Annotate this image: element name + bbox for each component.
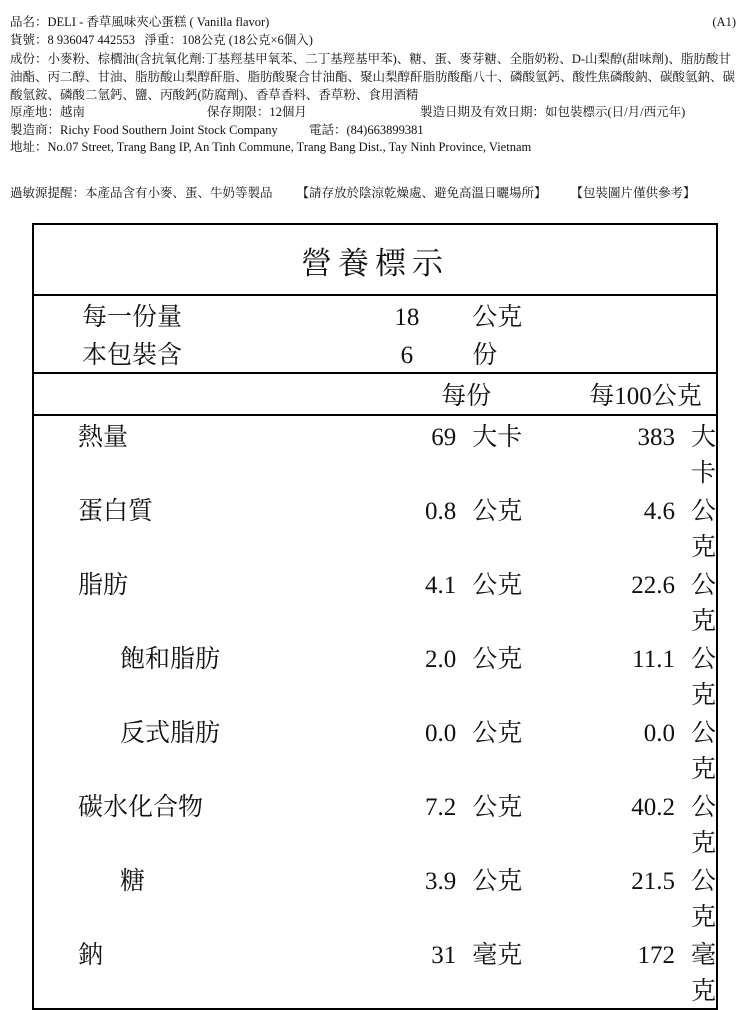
nutrient-name: 熱量 [78, 424, 129, 452]
nutrient-per-100g: 172 [637, 942, 675, 970]
nutrient-unit: 大卡 [472, 424, 523, 452]
mfgdate-group [420, 104, 685, 122]
servings-value: 6 [400, 342, 414, 370]
nutrient-unit: 毫克 [472, 942, 523, 970]
table-row [34, 712, 716, 786]
nutrient-per-100g: 4.6 [643, 498, 675, 526]
manufacturer-label: 製造商： [10, 122, 61, 137]
nutrient-name: 反式脂肪 [120, 720, 221, 748]
address-value: No.07 Street, Trang Bang IP, An Tinh Commune, Trang Bang Dist., Tay Ninh Province, Vietnam [47, 140, 532, 155]
servings-unit: 份 [472, 342, 498, 370]
nutrient-per-serving: 4.1 [424, 572, 457, 600]
phone-label: 電話： [308, 122, 347, 137]
mfgdate-label: 製造日期及有效日期： [420, 104, 546, 119]
nutrient-per-100g: 383 [637, 424, 675, 452]
notes-strip [10, 183, 740, 201]
barcode-row [10, 32, 740, 50]
netweight-label: 淨重： [144, 32, 182, 47]
nutrient-unit: 公克 [472, 720, 523, 748]
nutrient-per-100g: 11.1 [632, 646, 675, 674]
table-row [34, 564, 716, 638]
nutrient-unit: 公克 [472, 498, 523, 526]
origin-shelflife-row [10, 104, 740, 122]
nutrient-per-serving: 0.8 [424, 498, 457, 526]
product-name-label: 品名： [10, 15, 48, 29]
product-info-block [10, 14, 740, 157]
nutrient-unit-100g: 大卡 [690, 424, 716, 488]
table-row [34, 490, 716, 564]
nutrition-table [34, 296, 716, 1008]
allergy-note: 過敏源提醒：本產品含有小麥、蛋、牛奶等製品 [10, 186, 273, 201]
nutrient-unit: 公克 [472, 572, 523, 600]
nutrient-unit-100g: 公克 [690, 498, 716, 562]
nutrient-name: 蛋白質 [78, 498, 154, 526]
nutrient-name: 碳水化合物 [78, 794, 204, 822]
nutrient-per-100g: 21.5 [631, 868, 675, 896]
table-row [34, 786, 716, 860]
servings-per-pack-row [34, 334, 716, 373]
nutrient-per-serving: 31 [431, 942, 457, 970]
nutrient-per-serving: 2.0 [424, 646, 457, 674]
nutrient-unit-100g: 毫克 [690, 942, 716, 1006]
table-row [34, 415, 716, 490]
manufacturer-row [10, 122, 740, 140]
servings-spacer-1 [575, 334, 685, 373]
table-row [34, 934, 716, 1008]
nutrient-name: 飽和脂肪 [120, 646, 221, 674]
header-per-100g: 每100公克 [575, 373, 716, 415]
servings-label: 本包裝含 [82, 342, 183, 370]
nutrient-unit-100g: 公克 [690, 794, 716, 858]
column-header-row [34, 373, 716, 415]
serving-size-spacer-1 [575, 296, 685, 334]
table-row [34, 638, 716, 712]
nutrient-unit: 公克 [472, 868, 523, 896]
image-disclaimer-note: 【包裝圖片僅供參考】 [570, 186, 696, 201]
corner-code: (A1) [712, 15, 736, 29]
serving-size-spacer-2 [685, 296, 716, 334]
address-label: 地址： [10, 140, 48, 155]
serving-size-row [34, 296, 716, 334]
nutrient-unit: 公克 [472, 794, 523, 822]
shelflife-value: 12個月 [269, 104, 307, 119]
nutrient-per-100g: 40.2 [631, 794, 675, 822]
serving-size-unit: 公克 [472, 304, 523, 332]
manufacturer-value: Richy Food Southern Joint Stock Company [60, 122, 278, 137]
nutrient-per-serving: 69 [431, 424, 457, 452]
product-name-value: DELI - 香草風味夾心蛋糕 ( Vanilla flavor) [47, 15, 270, 29]
table-row [34, 860, 716, 934]
nutrient-name: 脂肪 [78, 572, 129, 600]
nutrition-title: 營養標示 [34, 225, 716, 296]
nutrient-per-100g: 0.0 [643, 720, 675, 748]
phone-value: (84)663899381 [346, 122, 424, 137]
barcode-label: 貨號： [10, 32, 48, 47]
nutrient-per-serving: 0.0 [424, 720, 457, 748]
product-name-row [10, 14, 740, 32]
nutrient-per-serving: 7.2 [424, 794, 457, 822]
nutrition-facts-panel [32, 223, 718, 1010]
nutrient-name: 鈉 [78, 942, 104, 970]
nutrient-name: 糖 [120, 868, 146, 896]
nutrient-unit-100g: 公克 [690, 572, 716, 636]
ingredients-label: 成份： [10, 51, 48, 66]
serving-size-label: 每一份量 [82, 304, 183, 332]
mfgdate-value: 如包裝標示(日/月/西元年) [545, 104, 686, 119]
header-blank [34, 373, 357, 415]
shelflife-label: 保存期限： [206, 104, 270, 119]
barcode-value: 8 936047 442553 [47, 32, 136, 47]
nutrient-per-100g: 22.6 [631, 572, 675, 600]
serving-size-value: 18 [394, 304, 420, 332]
ingredients-value: 小麥粉、棕櫚油(含抗氧化劑:丁基羥基甲氧苯、二丁基羥基甲苯)、糖、蛋、麥芽糖、全脂奶粉、D-山梨醇(甜味劑)、脂肪酸甘油酯、丙二醇、甘油、脂肪酸山梨醇酐脂、脂肪酸聚合甘油酯、聚山梨醇酐脂肪酸酯八十、磷酸氫鈣、酸性焦磷酸鈉、碳酸氫鈉、碳酸氫銨、磷酸二氫鈣、鹽、丙酸鈣(防腐劑)、香草香料、香草粉、食用酒精 [10, 51, 736, 102]
address-row [10, 139, 740, 157]
origin-value: 越南 [60, 104, 86, 119]
nutrient-unit-100g: 公克 [690, 646, 716, 710]
nutrient-unit: 公克 [472, 646, 523, 674]
netweight-value: 108公克 (18公克×6個入) [181, 32, 313, 47]
nutrient-unit-100g: 公克 [690, 868, 716, 932]
servings-spacer-2 [685, 334, 716, 373]
storage-note: 【請存放於陰涼乾燥處、避免高溫日曬場所】 [296, 186, 547, 201]
header-per-serving: 每份 [357, 373, 575, 415]
origin-label: 原產地： [10, 104, 61, 119]
nutrient-per-serving: 3.9 [424, 868, 457, 896]
nutrient-unit-100g: 公克 [690, 720, 716, 784]
ingredients-row [10, 50, 740, 104]
